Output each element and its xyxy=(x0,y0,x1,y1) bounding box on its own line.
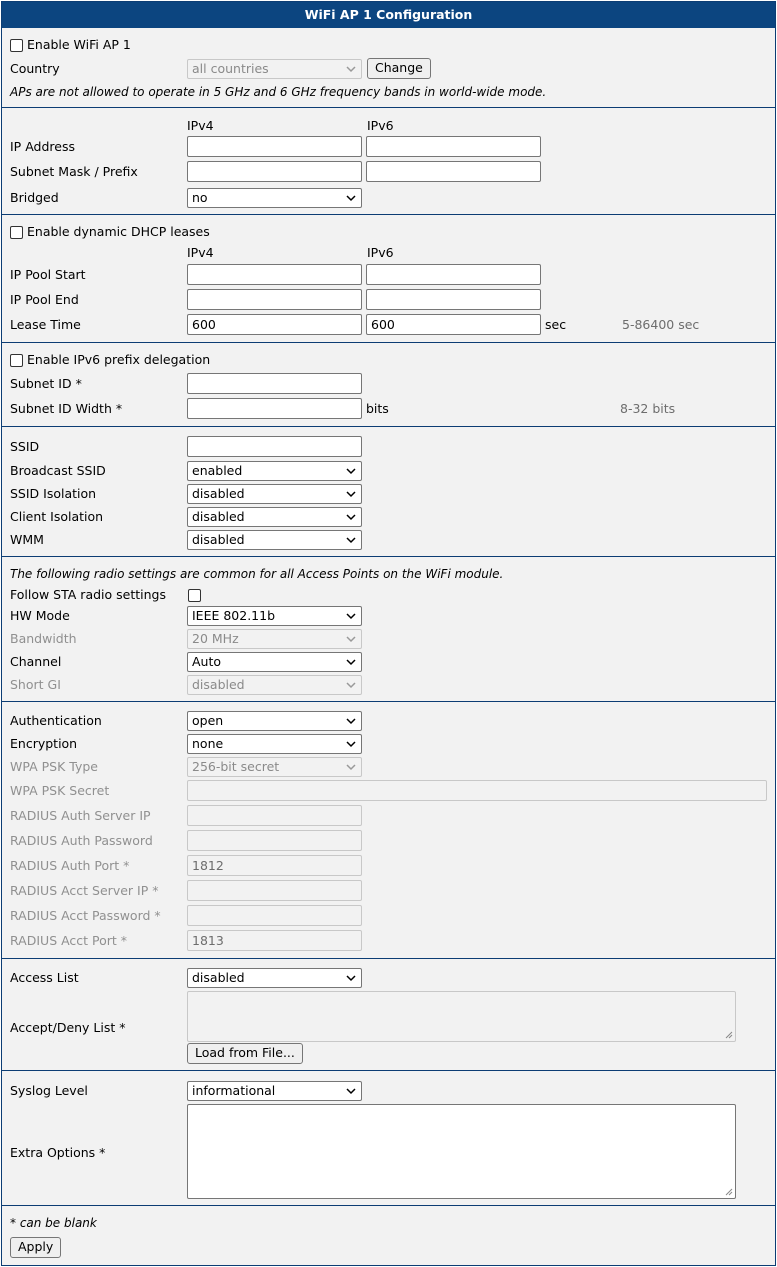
subnet-id-width-label: Subnet ID Width * xyxy=(10,401,123,416)
ip-pool-end-ipv6-input[interactable] xyxy=(366,289,541,310)
authentication-label: Authentication xyxy=(10,713,102,728)
section-ip-address xyxy=(2,108,775,215)
ip-address-ipv4-input[interactable] xyxy=(187,136,362,157)
change-country-button[interactable]: Change xyxy=(367,58,431,79)
channel-label: Channel xyxy=(10,654,62,669)
subnet-mask-label: Subnet Mask / Prefix xyxy=(10,164,138,179)
wpa-psk-type-select[interactable]: 256-bit secret xyxy=(187,757,362,777)
radius-acct-ip-input[interactable] xyxy=(187,880,362,901)
subnet-id-width-unit: bits xyxy=(366,401,389,416)
wpa-psk-secret-input[interactable] xyxy=(187,780,767,801)
radius-auth-port-input[interactable]: 1812 xyxy=(187,855,362,876)
syslog-level-label: Syslog Level xyxy=(10,1083,88,1098)
bridged-select[interactable]: no xyxy=(187,188,362,208)
section-access-list xyxy=(2,959,775,1071)
country-select[interactable]: all countries xyxy=(187,59,362,79)
section-radio xyxy=(2,557,775,702)
section-general xyxy=(2,28,775,108)
encryption-select[interactable]: none xyxy=(187,734,362,754)
ipv4-column-header: IPv4 xyxy=(187,245,214,260)
access-list-select[interactable]: disabled xyxy=(187,968,362,988)
radius-auth-password-input[interactable] xyxy=(187,830,362,851)
channel-select[interactable]: Auto xyxy=(187,652,362,672)
config-panel xyxy=(1,1,776,1266)
accept-deny-list-textarea[interactable] xyxy=(187,991,736,1042)
lease-time-ipv6-input[interactable]: 600 xyxy=(366,314,541,335)
country-note: APs are not allowed to operate in 5 GHz and 6 GHz frequency bands in world-wide mode. xyxy=(10,85,547,99)
hw-mode-label: HW Mode xyxy=(10,608,70,623)
resize-grip-icon[interactable] xyxy=(725,1188,733,1196)
ipv4-column-header: IPv4 xyxy=(187,118,214,133)
hw-mode-select[interactable]: IEEE 802.11b xyxy=(187,606,362,626)
apply-button[interactable]: Apply xyxy=(10,1237,61,1258)
section-dhcp xyxy=(2,215,775,343)
bandwidth-select[interactable]: 20 MHz xyxy=(187,629,362,649)
chevron-down-icon xyxy=(346,1088,356,1095)
radius-acct-port-input[interactable]: 1813 xyxy=(187,930,362,951)
encryption-label: Encryption xyxy=(10,736,78,751)
lease-time-label: Lease Time xyxy=(10,317,81,332)
ip-pool-end-ipv4-input[interactable] xyxy=(187,289,362,310)
follow-sta-label: Follow STA radio settings xyxy=(10,587,166,602)
enable-dhcp-label: Enable dynamic DHCP leases xyxy=(27,224,210,239)
chevron-down-icon xyxy=(346,468,356,475)
chevron-down-icon xyxy=(346,613,356,620)
radio-settings-note: The following radio settings are common for all Access Points on the WiFi module. xyxy=(10,567,504,581)
broadcast-ssid-label: Broadcast SSID xyxy=(10,463,106,478)
bandwidth-label: Bandwidth xyxy=(10,631,77,646)
radius-acct-password-label: RADIUS Acct Password * xyxy=(10,908,161,923)
wmm-select[interactable]: disabled xyxy=(187,530,362,550)
chevron-down-icon xyxy=(346,66,356,73)
section-prefix-delegation xyxy=(2,343,775,427)
radius-auth-password-label: RADIUS Auth Password xyxy=(10,833,153,848)
ip-pool-end-label: IP Pool End xyxy=(10,292,79,307)
radius-acct-port-label: RADIUS Acct Port * xyxy=(10,933,128,948)
country-label: Country xyxy=(10,61,60,76)
section-syslog xyxy=(2,1071,775,1206)
chevron-down-icon xyxy=(346,682,356,689)
ip-pool-start-label: IP Pool Start xyxy=(10,267,86,282)
client-isolation-select[interactable]: disabled xyxy=(187,507,362,527)
subnet-id-width-hint: 8-32 bits xyxy=(620,401,676,416)
subnet-id-input[interactable] xyxy=(187,373,362,394)
radius-acct-password-input[interactable] xyxy=(187,905,362,926)
client-isolation-label: Client Isolation xyxy=(10,509,104,524)
short-gi-select[interactable]: disabled xyxy=(187,675,362,695)
ip-pool-start-ipv4-input[interactable] xyxy=(187,264,362,285)
resize-grip-icon[interactable] xyxy=(725,1031,733,1039)
chevron-down-icon xyxy=(346,491,356,498)
chevron-down-icon xyxy=(346,537,356,544)
radius-auth-ip-label: RADIUS Auth Server IP xyxy=(10,808,151,823)
chevron-down-icon xyxy=(346,975,356,982)
ip-pool-start-ipv6-input[interactable] xyxy=(366,264,541,285)
subnet-prefix-ipv6-input[interactable] xyxy=(366,161,541,182)
wmm-label: WMM xyxy=(10,532,44,547)
chevron-down-icon xyxy=(346,195,356,202)
subnet-id-label: Subnet ID * xyxy=(10,376,82,391)
ssid-isolation-label: SSID Isolation xyxy=(10,486,97,501)
enable-wifi-ap-label: Enable WiFi AP 1 xyxy=(27,37,131,52)
radius-acct-ip-label: RADIUS Acct Server IP * xyxy=(10,883,159,898)
ip-address-label: IP Address xyxy=(10,139,75,154)
radius-auth-port-label: RADIUS Auth Port * xyxy=(10,858,130,873)
short-gi-label: Short GI xyxy=(10,677,61,692)
panel-title: WiFi AP 1 Configuration xyxy=(2,2,775,28)
load-from-file-button[interactable]: Load from File... xyxy=(187,1043,303,1064)
access-list-label: Access List xyxy=(10,970,79,985)
ssid-isolation-select[interactable]: disabled xyxy=(187,484,362,504)
section-security xyxy=(2,702,775,959)
wpa-psk-type-label: WPA PSK Type xyxy=(10,759,98,774)
radius-auth-ip-input[interactable] xyxy=(187,805,362,826)
subnet-id-width-input[interactable] xyxy=(187,398,362,419)
chevron-down-icon xyxy=(346,659,356,666)
blank-note: * can be blank xyxy=(10,1216,97,1230)
wpa-psk-secret-label: WPA PSK Secret xyxy=(10,783,110,798)
syslog-level-select[interactable]: informational xyxy=(187,1081,362,1101)
chevron-down-icon xyxy=(346,514,356,521)
extra-options-textarea[interactable] xyxy=(187,1104,736,1199)
ip-address-ipv6-input[interactable] xyxy=(366,136,541,157)
lease-time-hint: 5-86400 sec xyxy=(622,317,700,332)
authentication-select[interactable]: open xyxy=(187,711,362,731)
lease-time-ipv4-input[interactable]: 600 xyxy=(187,314,362,335)
ssid-input[interactable] xyxy=(187,436,362,457)
chevron-down-icon xyxy=(346,718,356,725)
chevron-down-icon xyxy=(346,741,356,748)
accept-deny-list-label: Accept/Deny List * xyxy=(10,1020,126,1035)
chevron-down-icon xyxy=(346,764,356,771)
ssid-label: SSID xyxy=(10,439,40,454)
ipv6-column-header: IPv6 xyxy=(367,245,394,260)
section-footer xyxy=(2,1206,775,1265)
enable-wifi-ap-checkbox[interactable] xyxy=(10,39,23,52)
bridged-label: Bridged xyxy=(10,190,59,205)
chevron-down-icon xyxy=(346,636,356,643)
lease-time-unit: sec xyxy=(545,317,567,332)
ipv6-column-header: IPv6 xyxy=(367,118,394,133)
extra-options-label: Extra Options * xyxy=(10,1145,106,1160)
follow-sta-checkbox[interactable] xyxy=(188,589,201,602)
subnet-mask-ipv4-input[interactable] xyxy=(187,161,362,182)
enable-prefix-delegation-checkbox[interactable] xyxy=(10,354,23,367)
broadcast-ssid-select[interactable]: enabled xyxy=(187,461,362,481)
section-ssid xyxy=(2,427,775,557)
enable-prefix-delegation-label: Enable IPv6 prefix delegation xyxy=(27,352,211,367)
enable-dhcp-checkbox[interactable] xyxy=(10,226,23,239)
